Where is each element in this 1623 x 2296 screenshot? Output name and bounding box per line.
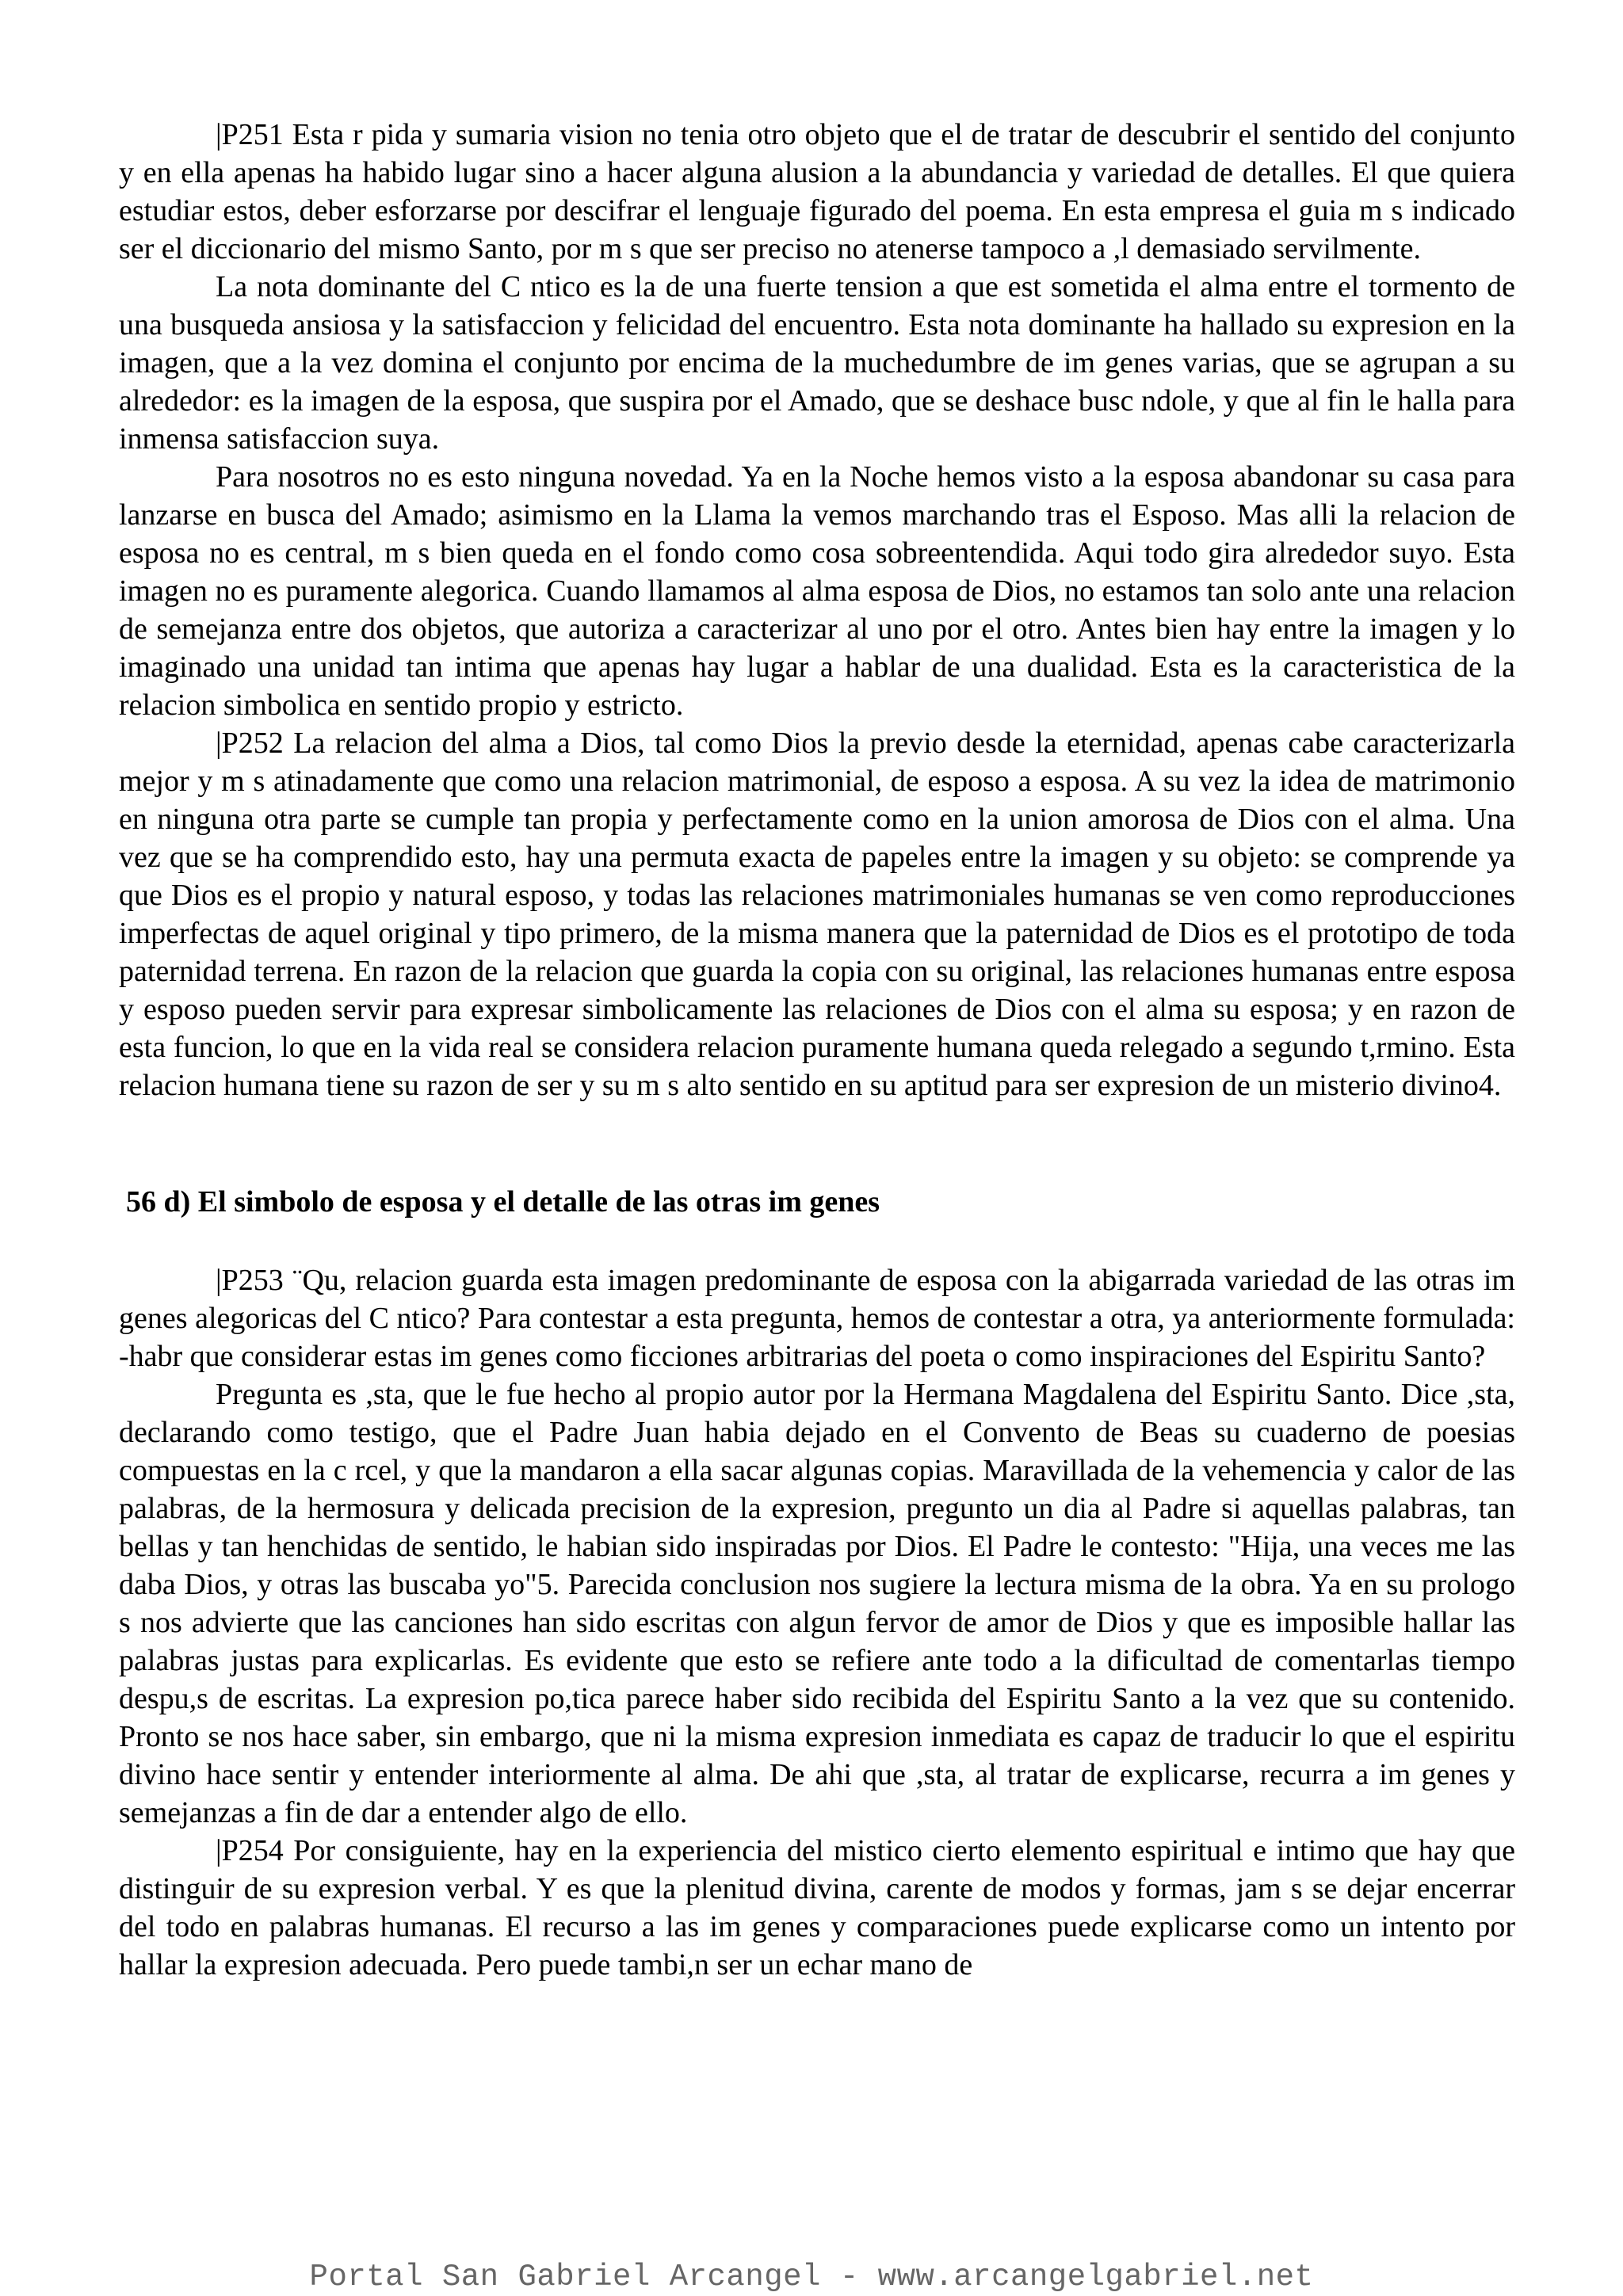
paragraph-pregunta: Pregunta es ,sta, que le fue hecho al propio autor por la Hermana Magdalena del Espiritu Santo. Dice ,sta, declarando como testigo, que el Padre Juan habia dejado en el Convento de Beas su cuaderno de poesias compuestas en la c rcel, y que la mandaron a ella sacar algunas copias. Maravillada de la vehemencia y calor de las palabras, de la hermosura y delicada precision de la expresion, pregunto un dia al Padre si aquellas palabras, tan bellas y tan henchidas de sentido, le habian sido inspiradas por Dios. El Padre le contesto: "Hija, una veces me las daba Dios, y otras las buscaba yo"5. Parecida conclusion nos sugiere la lectura misma de la obra. Ya en su prologo s nos advierte que las canciones han sido escritas con algun fervor de amor de Dios y que es imposible hallar las palabras justas para explicarlas. Es evidente que esto se refiere ante todo a la dificultad de comentarlas tiempo despu,s de escritas. La expresion po,tica parece haber sido recibida del Espiritu Santo a la vez que su contenido. Pronto se nos hace saber, sin embargo, que ni la misma expresion inmediata es capaz de traducir lo que el espiritu divino hace sentir y entender interiormente al alma. De ahi que ,sta, al tratar de explicarse, recurra a im genes y semejanzas a fin de dar a entender algo de ello. — [119, 1378, 1515, 1829]
paragraph-p253: |P253 ¨Qu, relacion guarda esta imagen predominante de esposa con la abigarrada variedad de las otras im genes alegoricas del C ntico? Para contestar a esta pregunta, hemos de contestar a otra, ya anteriormente formulada: -habr que considerar estas im genes como ficciones arbitrarias del poeta o como inspiraciones del Espiritu Santo? — [119, 1264, 1515, 1373]
paragraph-nota-dominante: La nota dominante del C ntico es la de una fuerte tension a que est sometida el alma entre el tormento de una busqueda ansiosa y la satisfaccion y felicidad del encuentro. Esta nota dominante ha hallado su expresion en la imagen, que a la vez domina el conjunto por encima de la muchedumbre de im genes varias, que se agrupan a su alrededor: es la imagen de la esposa, que suspira por el Amado, que se deshace busc ndole, y que al fin le halla para inmensa satisfaccion suya. — [119, 270, 1515, 456]
document-body — [119, 116, 1515, 1984]
paragraph-p251: |P251 Esta r pida y sumaria vision no tenia otro objeto que el de tratar de descubrir el sentido del conjunto y en ella apenas ha habido lugar sino a hacer alguna alusion a la abundancia y variedad de detalles. El que quiera estudiar estos, deber esforzarse por descifrar el lenguaje figurado del poema. En esta empresa el guia m s indicado ser el diccionario del mismo Santo, por m s que ser preciso no atenerse tampoco a ,l demasiado servilmente. — [119, 118, 1515, 265]
paragraph-para-nosotros: Para nosotros no es esto ninguna novedad. Ya en la Noche hemos visto a la esposa abandonar su casa para lanzarse en busca del Amado; asimismo en la Llama la vemos marchando tras el Esposo. Mas alli la relacion de esposa no es central, m s bien queda en el fondo como cosa sobreentendida. Aqui todo gira alrededor suyo. Esta imagen no es puramente alegorica. Cuando llamamos al alma esposa de Dios, no estamos tan solo ante una relacion de semejanza entre dos objetos, que autoriza a caracterizar al uno por el otro. Antes bien hay entre la imagen y lo imaginado una unidad tan intima que apenas hay lugar a hablar de una dualidad. Esta es la caracteristica de la relacion simbolica en sentido propio y estricto. — [119, 460, 1515, 722]
section-heading: 56 d) El simbolo de esposa y el detalle de las otras im genes — [126, 1185, 880, 1219]
page-footer: Portal San Gabriel Arcangel - www.arcangelgabriel.net — [309, 2260, 1314, 2294]
paragraph-p252: |P252 La relacion del alma a Dios, tal como Dios la previo desde la eternidad, apenas cabe caracterizarla mejor y m s atinadamente que como una relacion matrimonial, de esposo a esposa. A su vez la idea de matrimonio en ninguna otra parte se cumple tan propia y perfectamente como en la union amorosa de Dios con el alma. Una vez que se ha comprendido esto, hay una permuta exacta de papeles entre la imagen y su objeto: se comprende ya que Dios es el propio y natural esposo, y todas las relaciones matrimoniales humanas se ven como reproducciones imperfectas de aquel original y tipo primero, de la misma manera que la paternidad de Dios es el prototipo de toda paternidad terrena. En razon de la relacion que guarda la copia con su original, las relaciones humanas entre esposa y esposo pueden servir para expresar simbolicamente las relaciones de Dios con el alma su esposa; y en razon de esta funcion, lo que en la vida real se considera relacion puramente humana queda relegado a segundo t,rmino. Esta relacion humana tiene su razon de ser y su m s alto sentido en su aptitud para ser expresion de un misterio divino4. — [119, 727, 1515, 1102]
paragraph-p254: |P254 Por consiguiente, hay en la experiencia del mistico cierto elemento espiritual e intimo que hay que distinguir de su expresion verbal. Y es que la plenitud divina, carente de modos y formas, jam s se dejar encerrar del todo en palabras humanas. El recurso a las im genes y comparaciones puede explicarse como un intento por hallar la expresion adecuada. Pero puede tambi,n ser un echar mano de — [119, 1834, 1515, 1981]
